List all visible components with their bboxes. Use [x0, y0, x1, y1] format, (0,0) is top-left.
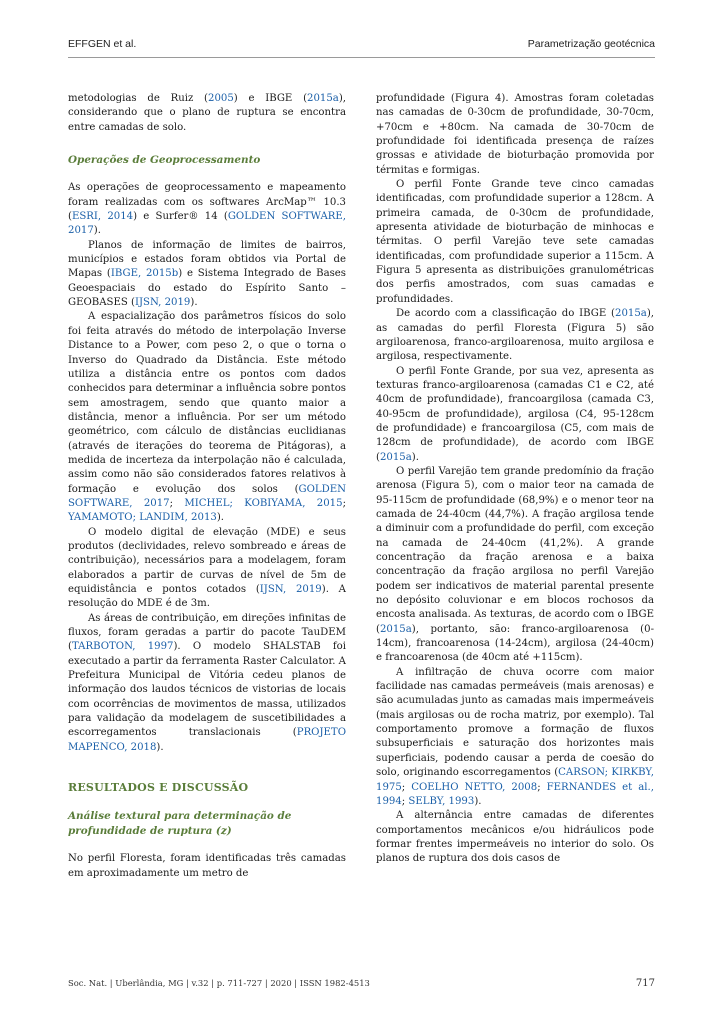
text-run: ). A resolução do MDE é de 3m.	[68, 584, 346, 610]
citation-link[interactable]: TARBOTON, 1997	[71, 641, 174, 653]
text-run: ;	[401, 781, 412, 793]
text-run: ;	[342, 497, 346, 509]
running-header	[68, 38, 655, 50]
section-title-geoprocessing: Operações de Geoprocessamento	[68, 154, 261, 167]
citation-link[interactable]: 2015a	[615, 308, 647, 320]
body-paragraph	[68, 526, 346, 612]
body-paragraph	[376, 465, 654, 666]
header-rule	[68, 57, 655, 58]
text-run: A alternância entre camadas de diferentes comportamentos mecânicos e/ou hidráulicos pode formar frentes impermeáveis no interior do solo. Os planos de ruptura dos dois casos de	[376, 810, 654, 865]
text-run: O perfil Fonte Grande teve cinco camadas identificadas, com profundidade superior a 128cm. A primeira camada, de 0-30cm de profundidade, apresenta atividade de bioturbação de minhocas e térmitas. O perfil Varejão teve sete camadas identificadas, com profundidade superior a 115cm. A Figura 5 apresenta as distribuições granulométricas dos perfis amostrados, com suas camadas e profundidades.	[376, 179, 654, 305]
citation-link[interactable]: CARSON; KIRKBY, 1975	[376, 767, 654, 793]
header-short-title: Parametrização geotécnica	[527, 38, 655, 50]
text-run: ) e Sistema Integrado de Bases Geoespaciais do estado do Espírito Santo – GEOBASES (	[68, 268, 346, 309]
text-run: ;	[537, 781, 547, 793]
citation-link[interactable]: 2015a	[379, 451, 412, 463]
citation-link[interactable]: FERNANDES et al., 1994	[376, 781, 654, 807]
citation-link[interactable]: COELHO NETTO, 2008	[411, 781, 538, 793]
geoprocessing-paragraphs	[68, 181, 346, 755]
body-paragraph	[376, 365, 654, 465]
header-authors: EFFGEN et al.	[68, 38, 137, 50]
body-paragraph	[68, 310, 346, 525]
text-run: metodologias de Ruiz (	[68, 93, 208, 104]
body-paragraph	[68, 181, 346, 238]
body-paragraph	[68, 612, 346, 755]
footer-journal-citation: Soc. Nat. | Uberlândia, MG | v.32 | p. 711-727 | 2020 | ISSN 1982-4513	[68, 978, 370, 988]
body-paragraph	[376, 307, 654, 364]
body-paragraph	[376, 809, 654, 866]
text-run: A espacialização dos parâmetros físicos do solo foi feita através do método de interpolação Inverse Distance to a Power, com peso 2, o que o torna o Inverso do Quadrado da Distância. Este método utiliza a distância entre os pontos com dados conhecidos para determinar a influência sobre pontos sem amostragem, sendo que quanto maior a distância, menor a influência. Por ser um método geométrico, com cálculo de distâncias euclidianas (através de iterações do teorema de Pitágoras), a medida de incerteza da interpolação não é calculada, assim como não são considerados fatores relativos à formação e evolução dos solos (	[68, 311, 346, 495]
text-run: ).	[411, 451, 419, 463]
text-run: O perfil Fonte Grande, por sua vez, apresenta as texturas franco-argiloarenosa (camadas C1 e C2, até 40cm de profundidade), francoargilosa (camada C3, 40-95cm de profundidade), argilosa (C4, 95-128cm de profundidade) e francoargilosa (C5, com mais de 128cm de profundidade), de acordo com IBGE (	[376, 365, 654, 463]
citation-link[interactable]: IJSN, 2019	[259, 584, 322, 595]
citation-link[interactable]: GOLDEN SOFTWARE, 2017	[68, 483, 346, 509]
text-run: ), portanto, são: franco-argiloarenosa (0-14cm), francoarenosa (14-24cm), argilosa (24-40cm) e francoarenosa (de 40cm até +115cm).	[376, 623, 654, 664]
text-run: Planos de informação de limites de bairros, municípios e estados foram obtidos via Portal de Mapas (	[68, 239, 346, 280]
subsection-title-texture: Análise textural para determinação de profundidade de ruptura (z)	[68, 810, 292, 837]
text-run: No perfil Floresta, foram identificadas três camadas em aproximadamente um metro de	[68, 853, 346, 879]
citation-link[interactable]: GOLDEN SOFTWARE, 2017	[68, 211, 346, 237]
text-run: O modelo digital de elevação (MDE) e seus produtos (declividades, relevo sombreado e áreas de contribuição), necessários para a modelagem, foram elaborados a partir de curvas de nível de 5m de equidistância e pontos cotados (	[68, 526, 346, 595]
citation-link[interactable]: 2015a	[307, 93, 339, 104]
right-column	[376, 92, 654, 867]
text-run: ), as camadas do perfil Floresta (Figura 5) são argiloarenosa, franco-argiloarenosa, muito argilosa e argilosa, respectivamente.	[376, 308, 654, 363]
body-paragraph	[376, 666, 654, 809]
section-title-results: RESULTADOS E DISCUSSÃO	[68, 781, 249, 795]
text-run: ).	[190, 297, 198, 309]
citation-link[interactable]: YAMAMOTO; LANDIM, 2013	[68, 512, 217, 524]
citation-link[interactable]: MICHEL; KOBIYAMA, 2015	[184, 497, 343, 509]
text-run: ;	[169, 497, 185, 509]
text-run: ), considerando que o plano de ruptura se encontra entre camadas de solo.	[68, 93, 346, 133]
page-number: 717	[635, 978, 655, 989]
body-paragraph	[376, 178, 654, 307]
text-run: ). O modelo SHALSTAB foi executado a partir da ferramenta Raster Calculator. A Prefeitura Municipal de Vitória cedeu planos de informação dos laudos técnicos de vistorias de locais com ocorrências de movimentos de massa, utilizados para validação da modelagem de suscetibilidades a escorregamentos translacionais (	[68, 641, 346, 739]
text-run: ).	[216, 512, 224, 524]
text-run: ).	[93, 225, 101, 237]
citation-link[interactable]: IBGE, 2015b	[110, 268, 179, 280]
citation-link[interactable]: SELBY, 1993	[408, 795, 475, 807]
text-run: As operações de geoprocessamento e mapeamento foram realizadas com os softwares ArcMap™ 10.3 (	[68, 182, 346, 223]
text-run: ).	[474, 795, 482, 807]
intro-paragraph	[68, 92, 346, 135]
citation-link[interactable]: 2015a	[379, 623, 412, 635]
text-run: De acordo com a classificação do IBGE (	[396, 308, 616, 320]
citation-link[interactable]: IJSN, 2019	[134, 297, 191, 309]
page-footer	[68, 978, 655, 989]
left-column	[68, 92, 346, 881]
right-paragraphs	[376, 92, 654, 867]
body-paragraph	[68, 239, 346, 311]
text-run: ).	[156, 741, 164, 753]
text-run: ) e Surfer® 14 (	[133, 211, 228, 223]
citation-link[interactable]: ESRI, 2014	[71, 211, 134, 223]
text-run: A infiltração de chuva ocorre com maior facilidade nas camadas permeáveis (mais arenosas) e são acumuladas junto as camadas mais impermeáveis (mais argilosas ou de rocha matriz, por exemplo). Tal comportamento promove a formação de fluxos subsuperficiais e saturação dos horizontes mais superficiais, podendo causar a perda de coesão do solo, originando escorregamentos (	[376, 666, 654, 779]
text-run: As áreas de contribuição, em direções infinitas de fluxos, foram geradas a partir do pacote TauDEM (	[68, 612, 346, 653]
citation-link[interactable]: PROJETO MAPENCO, 2018	[68, 727, 346, 753]
body-paragraph	[376, 92, 654, 178]
text-run: ;	[401, 795, 409, 807]
citation-link[interactable]: 2005	[208, 93, 234, 104]
text-run: ) e IBGE (	[233, 93, 308, 104]
text-run: profundidade (Figura 4). Amostras foram coletadas nas camadas de 0-30cm de profundidade, 30-70cm, +70cm e +80cm. Na camada de 30-70cm de profundidade foi identificada presença de raízes grossas e atividade de bioturbação promovida por térmitas e formigas.	[376, 93, 654, 176]
texture-paragraph	[68, 852, 346, 881]
text-run: O perfil Varejão tem grande predomínio da fração arenosa (Figura 5), com o maior teor na camada de 95-115cm de profundidade (68,9%) e o menor teor na camada de 24-40cm (44,7%). A fração argilosa tende a diminuir com a profundidade do perfil, com exceção na camada de 24-40cm (41,2%). A grande concentração da fração arenosa e a baixa concentração da fração argilosa no perfil Varejão podem ser indicativos de material parental presente no depósito coluvionar e em blocos rochosos da encosta analisada. As texturas, de acordo com o IBGE (	[376, 465, 654, 635]
